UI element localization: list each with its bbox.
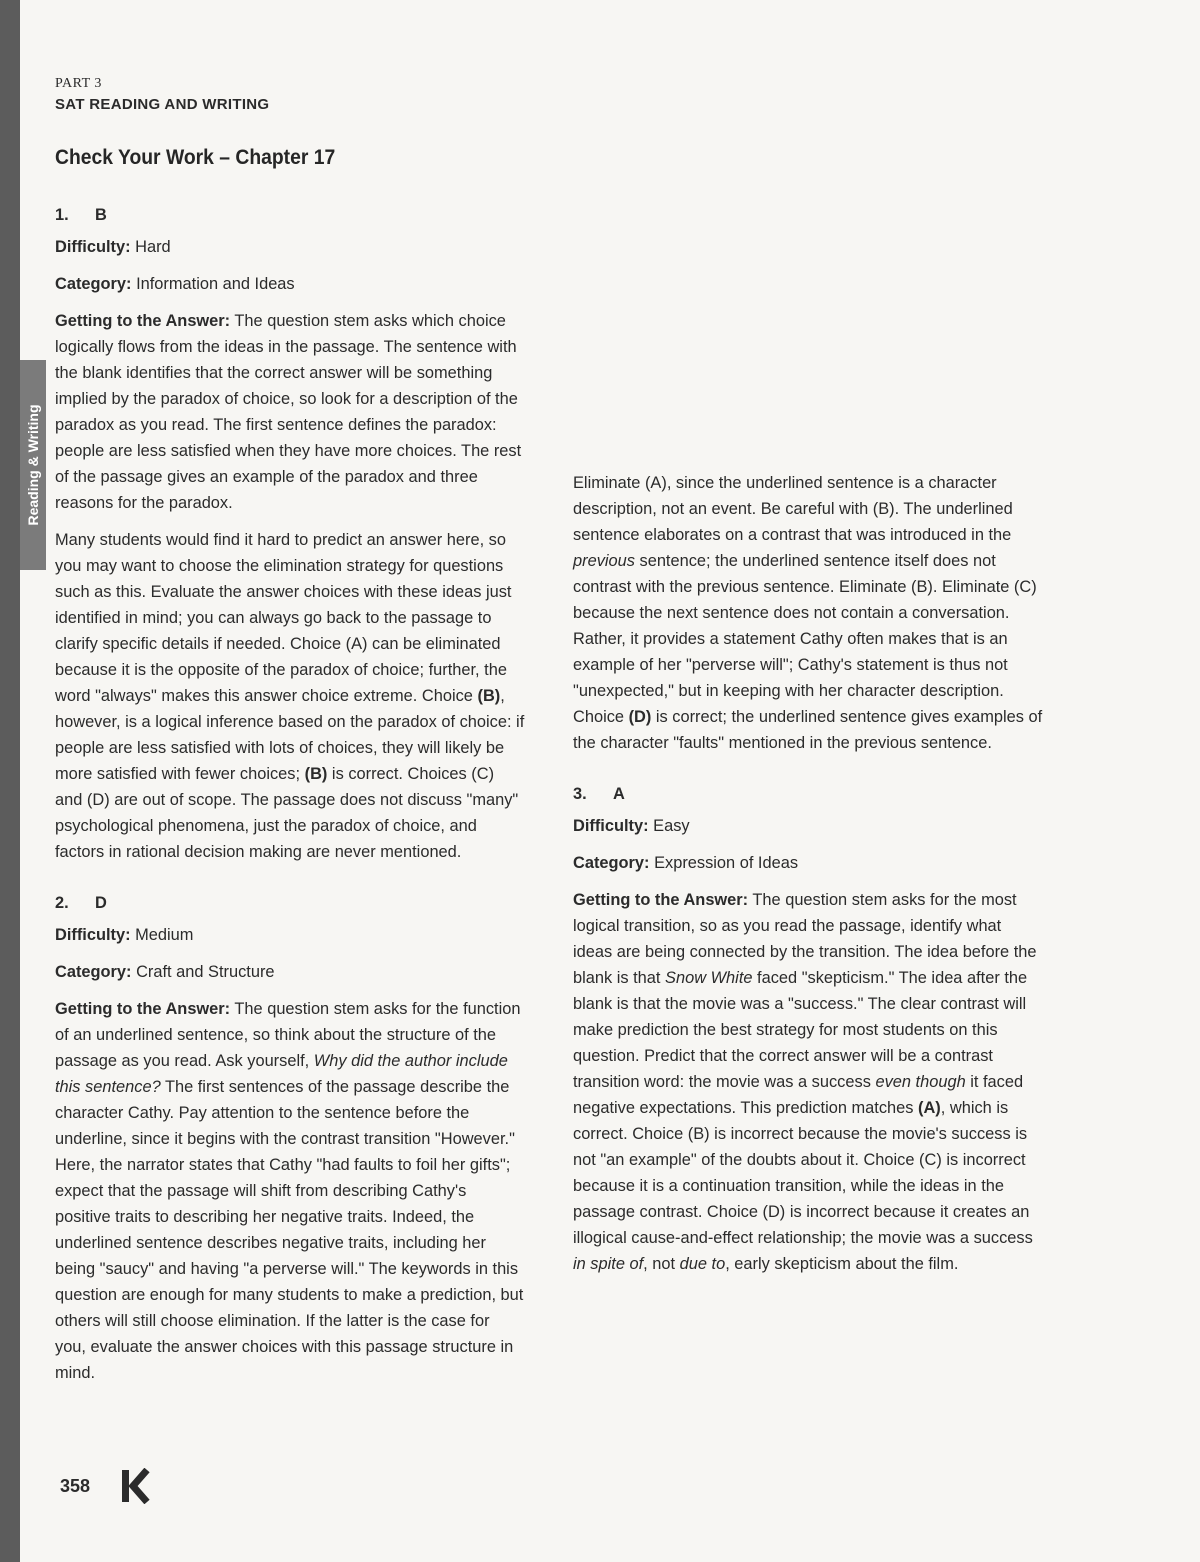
difficulty-label: Difficulty: xyxy=(55,238,131,256)
getting-to-answer-label: Getting to the Answer: xyxy=(573,891,749,909)
answer-emphasis: (A) xyxy=(918,1099,941,1117)
category-label: Category: xyxy=(573,854,650,872)
difficulty-value: Easy xyxy=(653,817,690,835)
explanation-text: Many students would find it hard to predict an answer here, so you may want to choose the elimination strategy for questions such as this. Evaluate the answer choices with these ideas just identified in mind; you can always go back to the passage to clarify specific details if needed. Choice (A) can be eliminated because it is the opposite of the paradox of choice; further, the word "always" makes this answer choice extreme. Choice xyxy=(55,531,512,705)
explanation-text: , which is correct. Choice (B) is incorrect because the movie's success is not "an example" of the doubts about it. Choice (C) is incorrect because it is a continuation transition, while the ideas in the passage contrast. Choice (D) is incorrect because it creates an illogical cause-and-effect relationship; the movie was a success xyxy=(573,1099,1033,1247)
question-1-explanation-paragraph xyxy=(55,308,525,516)
getting-to-answer-label: Getting to the Answer: xyxy=(55,1000,231,1018)
question-3-explanation-paragraph xyxy=(573,887,1043,1277)
category-label: Category: xyxy=(55,963,132,981)
explanation-text: sentence; the underlined sentence itself does not contrast with the previous sentence. Eliminate (B). Eliminate (C) because the next sentence does not contain a conversation. Rather, it provides a statement Cathy often makes that is an example of her "perverse will"; Cathy's statement is thus not "unexpected," but in keeping with her character description. Choice xyxy=(573,552,1037,726)
answer-emphasis: (B) xyxy=(477,687,501,705)
explanation-text: is correct; the underlined sentence gives examples of the character "faults" mentioned in the previous sentence. xyxy=(573,708,1043,752)
italic-text: Why did the author include this sentence? xyxy=(55,1052,508,1096)
left-column xyxy=(55,202,525,1397)
question-1-elimination-paragraph xyxy=(55,527,525,865)
question-1-difficulty xyxy=(55,234,525,260)
question-1-category xyxy=(55,271,525,297)
side-tab-label: Reading & Writing xyxy=(25,404,41,526)
italic-text: even though xyxy=(875,1073,966,1091)
section-side-tab xyxy=(20,360,46,570)
question-2-heading xyxy=(55,890,525,916)
page-title: Check Your Work – Chapter 17 xyxy=(55,146,336,169)
question-answer: A xyxy=(613,785,625,803)
explanation-text: The question stem asks which choice logically flows from the ideas in the passage. The sentence with the blank identifies that the correct answer will be something implied by the paradox of choice, so look for a description of the paradox as you read. The first sentence defines the paradox: people are less satisfied when they have more choices. The rest of the passage gives an example of the paradox and three reasons for the paradox. xyxy=(55,312,522,512)
explanation-text: is correct. Choices (C) and (D) are out of scope. The passage does not discuss "many" psychological phenomena, just the paradox of choice, and factors in rational decision making are never mentioned. xyxy=(55,765,519,861)
explanation-text: The question stem asks for the function of an underlined sentence, so think about the structure of the passage as you read. Ask yourself, xyxy=(55,1000,521,1070)
italic-text: previous xyxy=(573,552,635,570)
question-answer: D xyxy=(95,894,107,912)
explanation-text: faced "skepticism." The idea after the blank is that the movie was a "success." The clear contrast will make prediction the best strategy for most students on this question. Predict that the correct answer will be a contrast transition word: the movie was a success xyxy=(573,969,1028,1091)
question-3-heading xyxy=(573,781,1043,807)
question-3-category xyxy=(573,850,1043,876)
category-label: Category: xyxy=(55,275,132,293)
explanation-text: The first sentences of the passage describe the character Cathy. Pay attention to the sentence before the underline, since it begins with the contrast transition "However." Here, the narrator states that Cathy "had faults to foil her gifts"; expect that the passage will shift from describing Cathy's positive traits to describing her negative traits. Indeed, the underlined sentence describes negative traits, including her being "saucy" and having "a perverse will." The keywords in this question are enough for many students to make a prediction, but others will still choose elimination. If the latter is the case for you, evaluate the answer choices with this passage structure in mind. xyxy=(55,1078,524,1382)
answer-emphasis: (D) xyxy=(628,708,652,726)
category-value: Expression of Ideas xyxy=(654,854,799,872)
italic-text: due to xyxy=(679,1255,726,1273)
question-2-category xyxy=(55,959,525,985)
explanation-text: it faced negative expectations. This prediction matches xyxy=(573,1073,1024,1117)
answer-emphasis: (B) xyxy=(304,765,328,783)
difficulty-label: Difficulty: xyxy=(573,817,649,835)
question-answer: B xyxy=(95,206,107,224)
running-head xyxy=(55,76,269,113)
italic-text: in spite of xyxy=(573,1255,644,1273)
page-edge-shadow xyxy=(0,0,20,1562)
explanation-text: , not xyxy=(643,1255,680,1273)
category-value: Information and Ideas xyxy=(136,275,295,293)
difficulty-value: Hard xyxy=(135,238,171,256)
part-label: PART 3 xyxy=(55,76,102,91)
explanation-text: , early skepticism about the film. xyxy=(725,1255,959,1273)
question-2-difficulty xyxy=(55,922,525,948)
explanation-text: , however, is a logical inference based on the paradox of choice: if people are less satisfied with lots of choices, they will likely be more satisfied with fewer choices; xyxy=(55,687,525,783)
question-2-explanation-paragraph xyxy=(55,996,525,1386)
question-number: 1. xyxy=(55,206,69,224)
difficulty-label: Difficulty: xyxy=(55,926,131,944)
difficulty-value: Medium xyxy=(135,926,194,944)
right-column xyxy=(573,198,1043,1288)
question-1-heading xyxy=(55,202,525,228)
kaplan-k-logo-icon xyxy=(120,1468,150,1504)
page-number: 358 xyxy=(60,1475,91,1496)
category-value: Craft and Structure xyxy=(136,963,275,981)
question-number: 2. xyxy=(55,894,69,912)
explanation-text: Eliminate (A), since the underlined sentence is a character description, not an event. Be careful with (B). The underlined sentence elaborates on a contrast that was introduced in the xyxy=(573,474,1013,544)
section-label: SAT READING AND WRITING xyxy=(55,96,270,113)
italic-text: Snow White xyxy=(665,969,753,987)
question-number: 3. xyxy=(573,785,587,803)
explanation-text: The question stem asks for the most logical transition, so as you read the passage, identify what ideas are being connected by the transition. The idea before the blank is that xyxy=(573,891,1037,987)
question-3-difficulty xyxy=(573,813,1043,839)
question-2-elimination-paragraph xyxy=(573,470,1043,756)
getting-to-answer-label: Getting to the Answer: xyxy=(55,312,231,330)
page-footer xyxy=(60,1468,150,1504)
